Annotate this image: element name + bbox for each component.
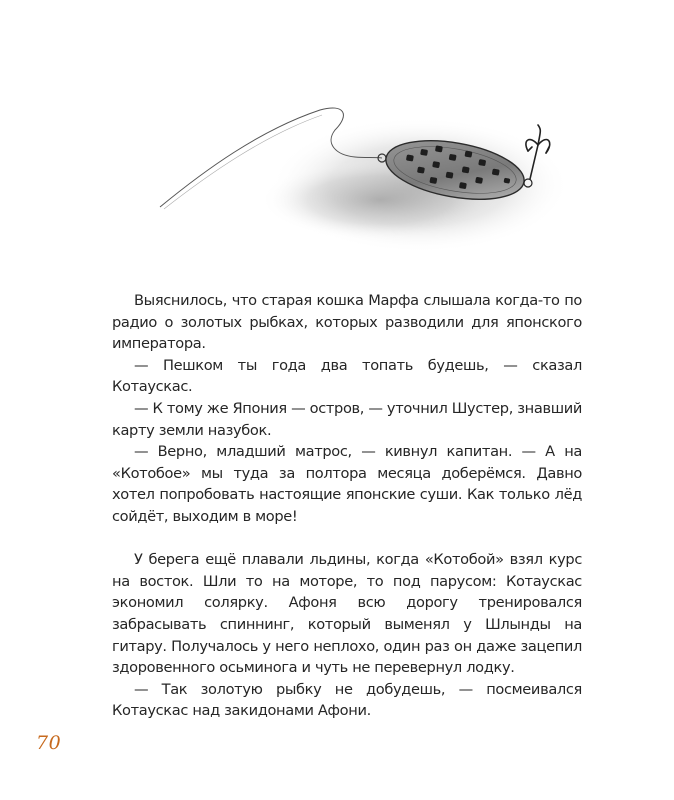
paragraph: — К тому же Япония — остров, — уточнил Шустер, знавший карту земли назубок. xyxy=(112,399,582,439)
paragraph: — Верно, младший матрос, — кивнул капитан. — А на «Котобое» мы туда за полтора месяца доберёмся. Давно хотел попробовать настоящие японские суши. Как только лёд сойдёт, выходим в море! xyxy=(112,443,582,525)
paragraph: — Пешком ты года два топать будешь, — сказал Котаускас. xyxy=(112,356,582,396)
paragraph: Выяснилось, что старая кошка Марфа слышала когда-то по радио о золотых рыбках, которых разводили для японского императора. xyxy=(112,292,582,353)
fishing-lure-illustration xyxy=(150,85,570,270)
story-text xyxy=(112,290,582,722)
paragraph: У берега ещё плавали льдины, когда «Котобой» взял курс на восток. Шли то на моторе, то под парусом: Котаускас экономил солярку. Афоня всю дорогу тренировался забрасывать спиннинг, который выменял у Шлынды на гитару. Получалось у него неплохо, один раз он даже зацепил здоровенного осьминога и чуть не перевернул лодку. xyxy=(112,551,582,677)
paragraph: — Так золотую рыбку не добудешь, — посмеивался Котаускас над закидонами Афони. xyxy=(112,680,582,720)
page-number: 70 xyxy=(36,732,62,754)
